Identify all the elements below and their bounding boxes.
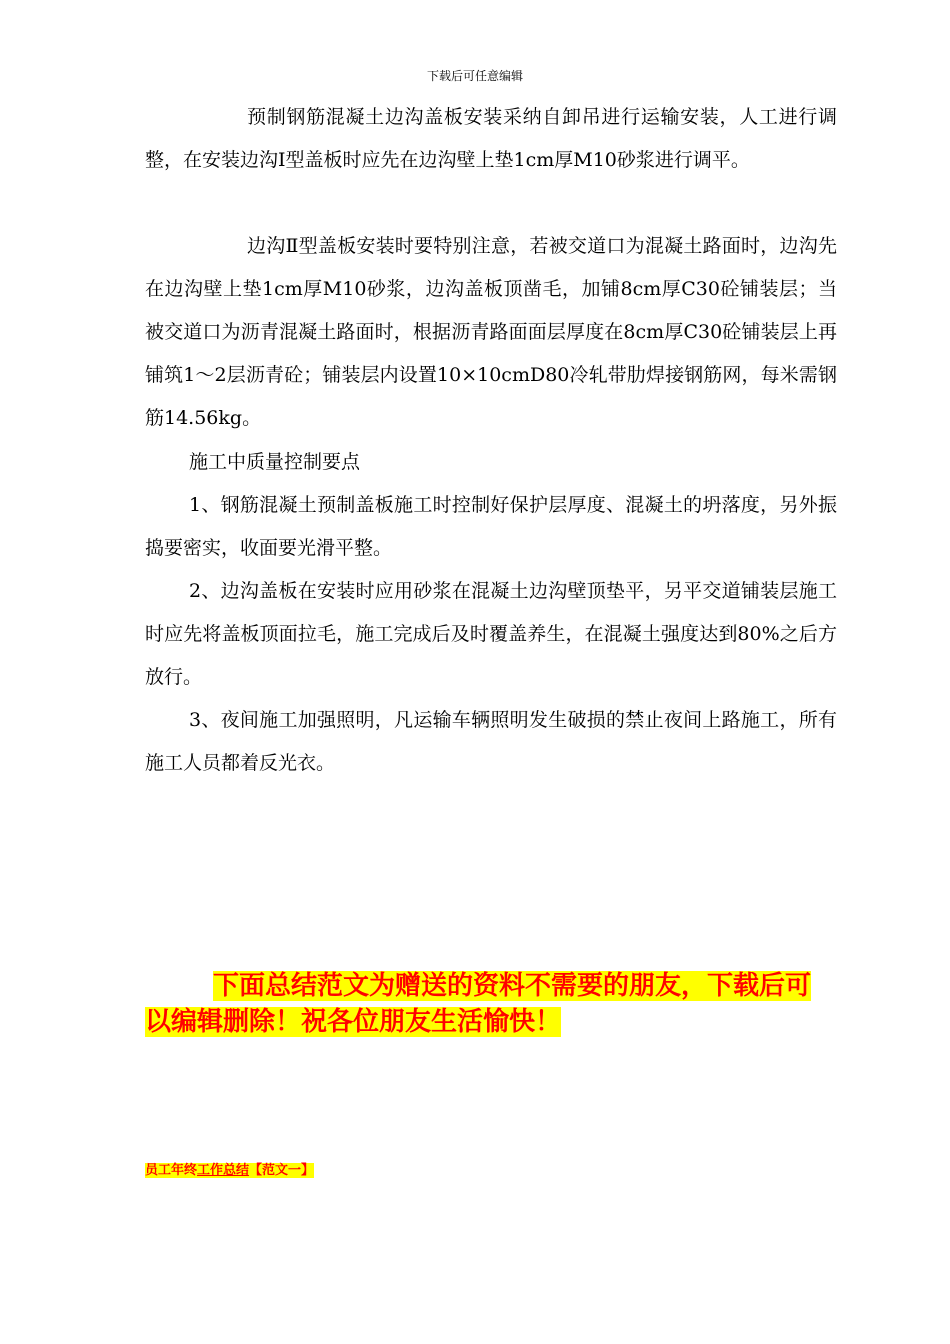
promo-notice <box>145 968 825 1040</box>
sample-title-prefix: 员工年终 <box>145 1163 198 1178</box>
list-item-quality-1: 1、钢筋混凝土预制盖板施工时控制好保护层厚度、混凝土的坍落度，另外振捣要密实，收面要光滑平整。 <box>145 494 837 559</box>
paragraph-type2-cover: 边沟Ⅱ型盖板安装时要特别注意，若被交道口为混凝土路面时，边沟先在边沟壁上垫1cm厚M10砂浆，边沟盖板顶凿毛，加铺8cm厚C30砼铺装层；当被交道口为沥青混凝土路面时，根据沥青路面面层厚度在8cm厚C30砼铺装层上再铺筑1～2层沥青砼；铺装层内设置10×10cmD80冷轧带肋焊接钢筋网，每米需钢筋14.56kg。 <box>145 235 837 429</box>
section-heading-quality-control: 施工中质量控制要点 <box>189 451 361 473</box>
promo-highlight-text: 下面总结范文为赠送的资料不需要的朋友，下载后可以编辑删除！祝各位朋友生活愉快！ <box>145 971 812 1037</box>
paragraph-cover-install: 预制钢筋混凝土边沟盖板安装采纳自卸吊进行运输安装，人工进行调整，在安装边沟Ⅰ型盖板时应先在边沟壁上垫1cm厚M10砂浆进行调平。 <box>145 106 837 171</box>
sample-title <box>145 1161 314 1181</box>
sample-title-link[interactable]: 工作总结 <box>197 1163 250 1178</box>
list-item-quality-3: 3、夜间施工加强照明，凡运输车辆照明发生破损的禁止夜间上路施工，所有施工人员都着反光衣。 <box>145 709 837 774</box>
page-header-note: 下载后可任意编辑 <box>426 69 523 83</box>
sample-title-suffix: 【范文一】 <box>249 1163 315 1178</box>
list-item-quality-2: 2、边沟盖板在安装时应用砂浆在混凝土边沟壁顶垫平，另平交道铺装层施工时应先将盖板顶面拉毛，施工完成后及时覆盖养生，在混凝土强度达到80%之后方放行。 <box>145 580 837 688</box>
